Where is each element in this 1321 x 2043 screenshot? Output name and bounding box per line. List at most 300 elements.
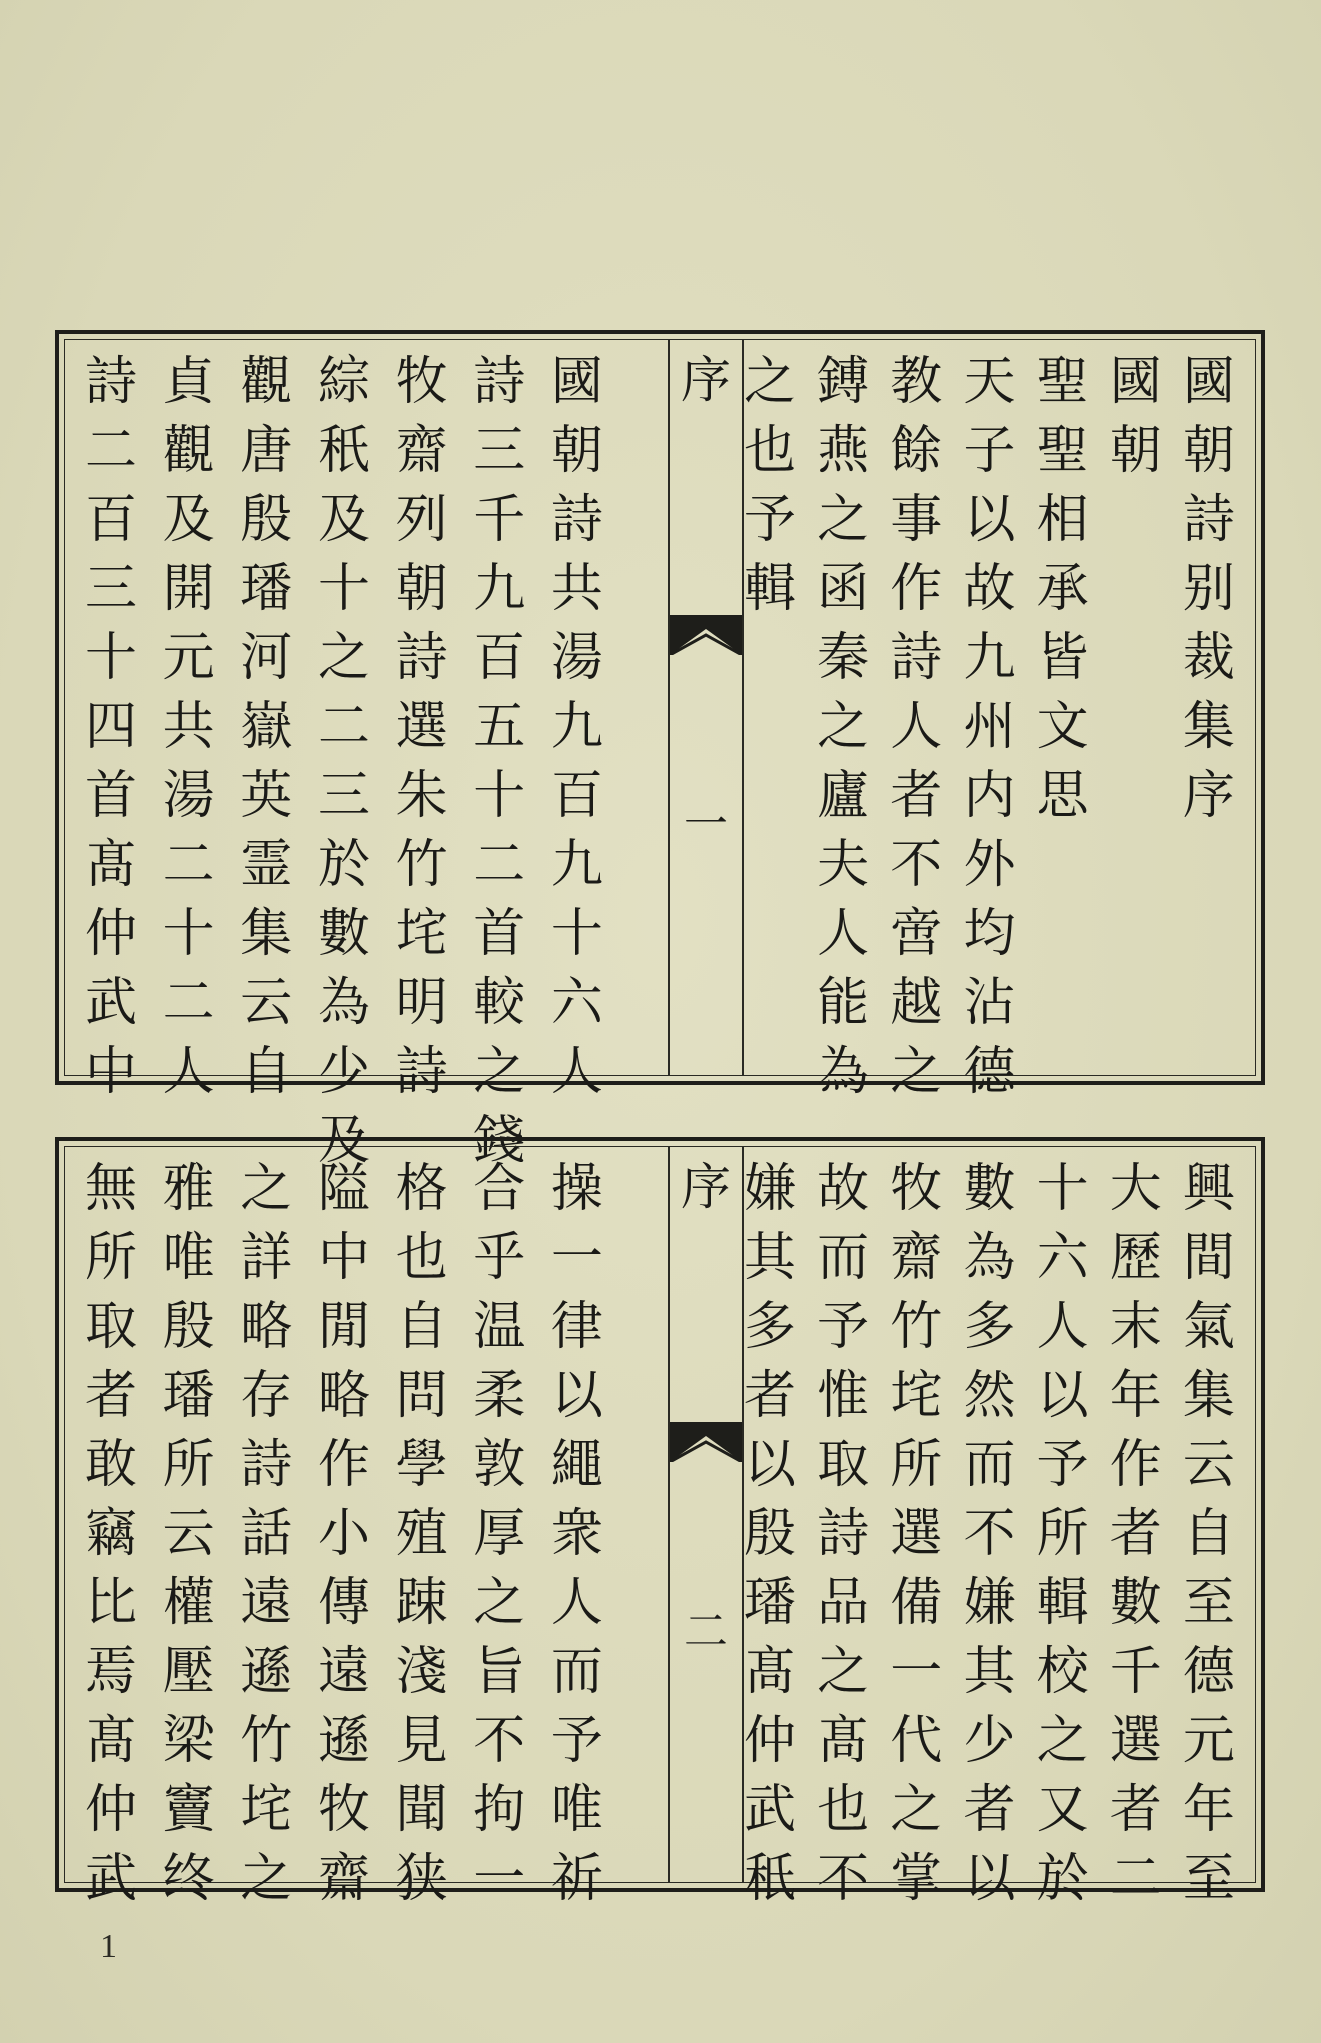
glyph: 燕	[817, 421, 870, 481]
glyph: 至	[1182, 1849, 1235, 1909]
text-column	[467, 348, 531, 1171]
text-column	[1031, 1155, 1095, 1909]
glyph: 其	[963, 1642, 1016, 1702]
glyph: 髙	[84, 835, 137, 895]
glyph: 不	[817, 1849, 870, 1909]
glyph: 末	[1109, 1297, 1162, 1357]
glyph: 年	[1182, 1780, 1235, 1840]
glyph: 德	[963, 1042, 1016, 1102]
glyph: 之	[473, 1573, 526, 1633]
glyph: 傳	[317, 1573, 370, 1633]
text-column	[79, 1155, 143, 1909]
glyph: 所	[890, 1435, 943, 1495]
glyph: 子	[963, 421, 1016, 481]
glyph: 十	[162, 904, 215, 964]
glyph: 間	[1182, 1228, 1235, 1288]
glyph: 詩	[550, 490, 603, 550]
glyph: 者	[963, 1780, 1016, 1840]
glyph: 詩	[395, 1042, 448, 1102]
glyph: 大	[1109, 1159, 1162, 1219]
glyph: 序	[1182, 766, 1235, 826]
glyph: 者	[1109, 1504, 1162, 1564]
glyph: 啻	[890, 904, 943, 964]
bottom-text-block	[55, 1137, 1265, 1909]
glyph: 朝	[1109, 421, 1162, 481]
glyph: 二	[317, 697, 370, 757]
glyph: 遠	[317, 1642, 370, 1702]
glyph: 夫	[817, 835, 870, 895]
bottom-band-folio: 二	[684, 1606, 728, 1657]
text-column	[312, 1155, 376, 1909]
glyph: 百	[473, 628, 526, 688]
glyph: 之	[817, 490, 870, 550]
glyph: 二	[473, 835, 526, 895]
glyph: 五	[473, 697, 526, 757]
glyph: 詩	[473, 352, 526, 412]
text-column	[545, 348, 609, 1102]
text-column	[738, 348, 802, 1067]
glyph: 嫌	[743, 1159, 796, 1219]
glyph: 權	[162, 1573, 215, 1633]
glyph: 牧	[395, 352, 448, 412]
glyph: 作	[1109, 1435, 1162, 1495]
glyph: 選	[395, 697, 448, 757]
glyph: 六	[1036, 1228, 1089, 1288]
bottom-left-half	[79, 1155, 609, 1909]
glyph: 多	[963, 1297, 1016, 1357]
glyph: 聖	[1036, 421, 1089, 481]
glyph: 二	[1109, 1849, 1162, 1909]
glyph: 殷	[162, 1297, 215, 1357]
glyph: 千	[473, 490, 526, 550]
glyph: 元	[1182, 1711, 1235, 1771]
top-band-folio: 一	[684, 799, 728, 850]
glyph: 年	[1109, 1366, 1162, 1426]
glyph: 歷	[1109, 1228, 1162, 1288]
glyph: 朝	[395, 559, 448, 619]
glyph: 惟	[817, 1366, 870, 1426]
text-column	[390, 348, 454, 1102]
glyph: 也	[743, 421, 796, 481]
glyph: 三	[317, 766, 370, 826]
glyph: 國	[1109, 352, 1162, 412]
glyph: 共	[162, 697, 215, 757]
glyph: 取	[817, 1435, 870, 1495]
glyph: 以	[550, 1366, 603, 1426]
glyph: 學	[395, 1435, 448, 1495]
glyph: 踈	[395, 1573, 448, 1633]
glyph: 之	[817, 1642, 870, 1702]
glyph: 竹	[395, 835, 448, 895]
glyph: 掌	[890, 1849, 943, 1909]
glyph: 百	[84, 490, 137, 550]
text-column	[234, 348, 298, 1102]
glyph: 九	[473, 559, 526, 619]
glyph: 而	[817, 1228, 870, 1288]
glyph: 唯	[550, 1780, 603, 1840]
glyph: 九	[550, 835, 603, 895]
glyph: 不	[890, 835, 943, 895]
text-column	[79, 348, 143, 1102]
bottom-right-half	[738, 1155, 1241, 1909]
glyph: 選	[1109, 1711, 1162, 1771]
glyph: 為	[317, 973, 370, 1033]
glyph: 國	[1182, 352, 1235, 412]
glyph: 者	[1109, 1780, 1162, 1840]
glyph: 别	[1182, 559, 1235, 619]
glyph: 不	[473, 1711, 526, 1771]
glyph: 閒	[317, 1297, 370, 1357]
glyph: 國	[550, 352, 603, 412]
glyph: 所	[1036, 1504, 1089, 1564]
text-column	[1104, 1155, 1168, 1909]
glyph: 之	[240, 1849, 293, 1909]
glyph: 教	[890, 352, 943, 412]
glyph: 多	[743, 1297, 796, 1357]
glyph: 相	[1036, 490, 1089, 550]
glyph: 少	[317, 1042, 370, 1102]
glyph: 見	[395, 1711, 448, 1771]
glyph: 皆	[1036, 628, 1089, 688]
glyph: 遜	[317, 1711, 370, 1771]
glyph: 仲	[84, 1780, 137, 1840]
glyph: 三	[473, 421, 526, 481]
glyph: 英	[240, 766, 293, 826]
top-left-half	[79, 348, 609, 1171]
text-column	[957, 348, 1021, 1102]
glyph: 九	[963, 628, 1016, 688]
glyph: 興	[1182, 1159, 1235, 1219]
glyph: 於	[317, 835, 370, 895]
glyph: 秖	[743, 1849, 796, 1909]
glyph: 而	[550, 1642, 603, 1702]
glyph: 髙	[817, 1711, 870, 1771]
page-number: 1	[100, 1928, 117, 1965]
glyph: 品	[817, 1573, 870, 1633]
glyph: 元	[162, 628, 215, 688]
fishtail-mark-icon	[670, 615, 742, 655]
glyph: 觀	[162, 421, 215, 481]
glyph: 璠	[240, 559, 293, 619]
glyph: 共	[550, 559, 603, 619]
glyph: 竊	[84, 1504, 137, 1564]
glyph: 厚	[473, 1504, 526, 1564]
glyph: 六	[550, 973, 603, 1033]
glyph: 云	[240, 973, 293, 1033]
glyph: 之	[317, 628, 370, 688]
glyph: 略	[317, 1366, 370, 1426]
glyph: 集	[1182, 1366, 1235, 1426]
glyph: 霊	[240, 835, 293, 895]
glyph: 作	[317, 1435, 370, 1495]
glyph: 聞	[395, 1780, 448, 1840]
glyph: 數	[317, 904, 370, 964]
top-center-band	[668, 340, 744, 1075]
text-column	[884, 348, 948, 1102]
glyph: 之	[473, 1042, 526, 1102]
glyph: 以	[1036, 1366, 1089, 1426]
glyph: 存	[240, 1366, 293, 1426]
glyph: 能	[817, 973, 870, 1033]
glyph: 之	[240, 1159, 293, 1219]
glyph: 沾	[963, 973, 1016, 1033]
glyph: 廬	[817, 766, 870, 826]
glyph: 餘	[890, 421, 943, 481]
glyph: 温	[473, 1297, 526, 1357]
glyph: 十	[550, 904, 603, 964]
glyph: 予	[1036, 1435, 1089, 1495]
glyph: 貞	[162, 352, 215, 412]
glyph: 數	[1109, 1573, 1162, 1633]
glyph: 垞	[890, 1366, 943, 1426]
glyph: 武	[743, 1780, 796, 1840]
glyph: 十	[473, 766, 526, 826]
glyph: 齋	[317, 1849, 370, 1909]
glyph: 一	[890, 1642, 943, 1702]
glyph: 問	[395, 1366, 448, 1426]
glyph: 自	[395, 1297, 448, 1357]
glyph: 隘	[317, 1159, 370, 1219]
glyph: 人	[817, 904, 870, 964]
glyph: 至	[1182, 1573, 1235, 1633]
glyph: 外	[963, 835, 1016, 895]
glyph: 故	[817, 1159, 870, 1219]
text-column	[157, 348, 221, 1102]
bottom-band-title: 序	[681, 1158, 731, 1216]
glyph: 詩	[395, 628, 448, 688]
glyph: 垞	[240, 1780, 293, 1840]
text-column	[312, 348, 376, 1171]
glyph: 者	[84, 1366, 137, 1426]
text-column	[1177, 348, 1241, 1067]
glyph: 所	[162, 1435, 215, 1495]
glyph: 越	[890, 973, 943, 1033]
text-column	[545, 1155, 609, 1909]
glyph: 唯	[162, 1228, 215, 1288]
glyph: 十	[1036, 1159, 1089, 1219]
glyph: 比	[84, 1573, 137, 1633]
glyph: 然	[963, 1366, 1016, 1426]
glyph: 文	[1036, 697, 1089, 757]
glyph: 其	[743, 1228, 796, 1288]
glyph: 一	[550, 1228, 603, 1288]
glyph: 以	[963, 1849, 1016, 1909]
glyph: 予	[743, 490, 796, 550]
glyph: 首	[84, 766, 137, 826]
text-column	[1177, 1155, 1241, 1909]
top-text-block	[55, 330, 1265, 1171]
glyph: 集	[1182, 697, 1235, 757]
glyph: 髙	[743, 1642, 796, 1702]
text-column	[1031, 348, 1095, 1067]
glyph: 鎛	[817, 352, 870, 412]
glyph: 格	[395, 1159, 448, 1219]
glyph: 遜	[240, 1642, 293, 1702]
glyph: 及	[317, 1111, 370, 1171]
glyph: 人	[1036, 1297, 1089, 1357]
glyph: 仲	[743, 1711, 796, 1771]
bottom-center-band	[668, 1147, 744, 1882]
glyph: 詩	[1182, 490, 1235, 550]
glyph: 事	[890, 490, 943, 550]
glyph: 校	[1036, 1642, 1089, 1702]
glyph: 錢	[473, 1111, 526, 1171]
glyph: 髙	[84, 1711, 137, 1771]
glyph: 也	[817, 1780, 870, 1840]
glyph: 竇	[162, 1780, 215, 1840]
text-column	[234, 1155, 298, 1909]
glyph: 仲	[84, 904, 137, 964]
glyph: 代	[890, 1711, 943, 1771]
glyph: 不	[963, 1504, 1016, 1564]
glyph: 齋	[890, 1228, 943, 1288]
glyph: 遠	[240, 1573, 293, 1633]
glyph: 裁	[1182, 628, 1235, 688]
glyph: 内	[963, 766, 1016, 826]
glyph: 殖	[395, 1504, 448, 1564]
glyph: 人	[890, 697, 943, 757]
glyph: 垞	[395, 904, 448, 964]
glyph: 竹	[890, 1297, 943, 1357]
glyph: 以	[743, 1435, 796, 1495]
glyph: 焉	[84, 1642, 137, 1702]
glyph: 話	[240, 1504, 293, 1564]
glyph: 二	[162, 973, 215, 1033]
glyph: 開	[162, 559, 215, 619]
glyph: 齋	[395, 421, 448, 481]
glyph: 二	[84, 421, 137, 481]
text-column	[811, 1155, 875, 1909]
glyph: 旨	[473, 1642, 526, 1702]
glyph: 四	[84, 697, 137, 757]
glyph: 淺	[395, 1642, 448, 1702]
glyph: 數	[963, 1159, 1016, 1219]
glyph: 梁	[162, 1711, 215, 1771]
glyph: 詩	[890, 628, 943, 688]
glyph: 十	[317, 559, 370, 619]
glyph: 人	[162, 1042, 215, 1102]
glyph: 二	[162, 835, 215, 895]
glyph: 终	[162, 1849, 215, 1909]
glyph: 武	[84, 1849, 137, 1909]
glyph: 嶽	[240, 697, 293, 757]
glyph: 牧	[317, 1780, 370, 1840]
glyph: 唐	[240, 421, 293, 481]
glyph: 百	[550, 766, 603, 826]
glyph: 聖	[1036, 352, 1089, 412]
top-band-title: 序	[681, 351, 731, 409]
glyph: 及	[162, 490, 215, 550]
glyph: 為	[817, 1042, 870, 1102]
glyph: 殷	[240, 490, 293, 550]
glyph: 以	[963, 490, 1016, 550]
glyph: 予	[550, 1711, 603, 1771]
glyph: 敦	[473, 1435, 526, 1495]
glyph: 壓	[162, 1642, 215, 1702]
glyph: 之	[743, 352, 796, 412]
glyph: 詩	[817, 1504, 870, 1564]
glyph: 者	[890, 766, 943, 826]
glyph: 首	[473, 904, 526, 964]
glyph: 璠	[743, 1573, 796, 1633]
glyph: 無	[84, 1159, 137, 1219]
glyph: 嫌	[963, 1573, 1016, 1633]
glyph: 略	[240, 1297, 293, 1357]
glyph: 拘	[473, 1780, 526, 1840]
glyph: 較	[473, 973, 526, 1033]
glyph: 函	[817, 559, 870, 619]
glyph: 氣	[1182, 1297, 1235, 1357]
glyph: 之	[890, 1780, 943, 1840]
glyph: 河	[240, 628, 293, 688]
glyph: 明	[395, 973, 448, 1033]
glyph: 之	[1036, 1711, 1089, 1771]
glyph: 繩	[550, 1435, 603, 1495]
glyph: 予	[817, 1297, 870, 1357]
fishtail-mark-icon	[670, 1422, 742, 1462]
glyph: 三	[84, 559, 137, 619]
glyph: 思	[1036, 766, 1089, 826]
glyph: 輯	[743, 559, 796, 619]
glyph: 合	[473, 1159, 526, 1219]
glyph: 朝	[550, 421, 603, 481]
text-column	[157, 1155, 221, 1909]
glyph: 詩	[84, 352, 137, 412]
glyph: 州	[963, 697, 1016, 757]
glyph: 於	[1036, 1849, 1089, 1909]
glyph: 小	[317, 1504, 370, 1564]
glyph: 云	[1182, 1435, 1235, 1495]
glyph: 九	[550, 697, 603, 757]
glyph: 綜	[317, 352, 370, 412]
glyph: 備	[890, 1573, 943, 1633]
glyph: 者	[743, 1366, 796, 1426]
glyph: 自	[1182, 1504, 1235, 1564]
glyph: 觀	[240, 352, 293, 412]
text-column	[390, 1155, 454, 1909]
glyph: 及	[317, 490, 370, 550]
glyph: 集	[240, 904, 293, 964]
glyph: 均	[963, 904, 1016, 964]
glyph: 又	[1036, 1780, 1089, 1840]
glyph: 竹	[240, 1711, 293, 1771]
glyph: 少	[963, 1711, 1016, 1771]
glyph: 而	[963, 1435, 1016, 1495]
glyph: 操	[550, 1159, 603, 1219]
glyph: 自	[240, 1042, 293, 1102]
glyph: 人	[550, 1042, 603, 1102]
text-column	[811, 348, 875, 1102]
glyph: 承	[1036, 559, 1089, 619]
text-column	[1104, 348, 1168, 1067]
glyph: 律	[550, 1297, 603, 1357]
glyph: 選	[890, 1504, 943, 1564]
glyph: 輯	[1036, 1573, 1089, 1633]
glyph: 千	[1109, 1642, 1162, 1702]
text-column	[884, 1155, 948, 1909]
glyph: 雅	[162, 1159, 215, 1219]
glyph: 云	[162, 1504, 215, 1564]
glyph: 湯	[162, 766, 215, 826]
text-column	[957, 1155, 1021, 1909]
glyph: 之	[817, 697, 870, 757]
glyph: 秦	[817, 628, 870, 688]
glyph: 德	[1182, 1642, 1235, 1702]
glyph: 人	[550, 1573, 603, 1633]
glyph: 也	[395, 1228, 448, 1288]
glyph: 湯	[550, 628, 603, 688]
glyph: 為	[963, 1228, 1016, 1288]
